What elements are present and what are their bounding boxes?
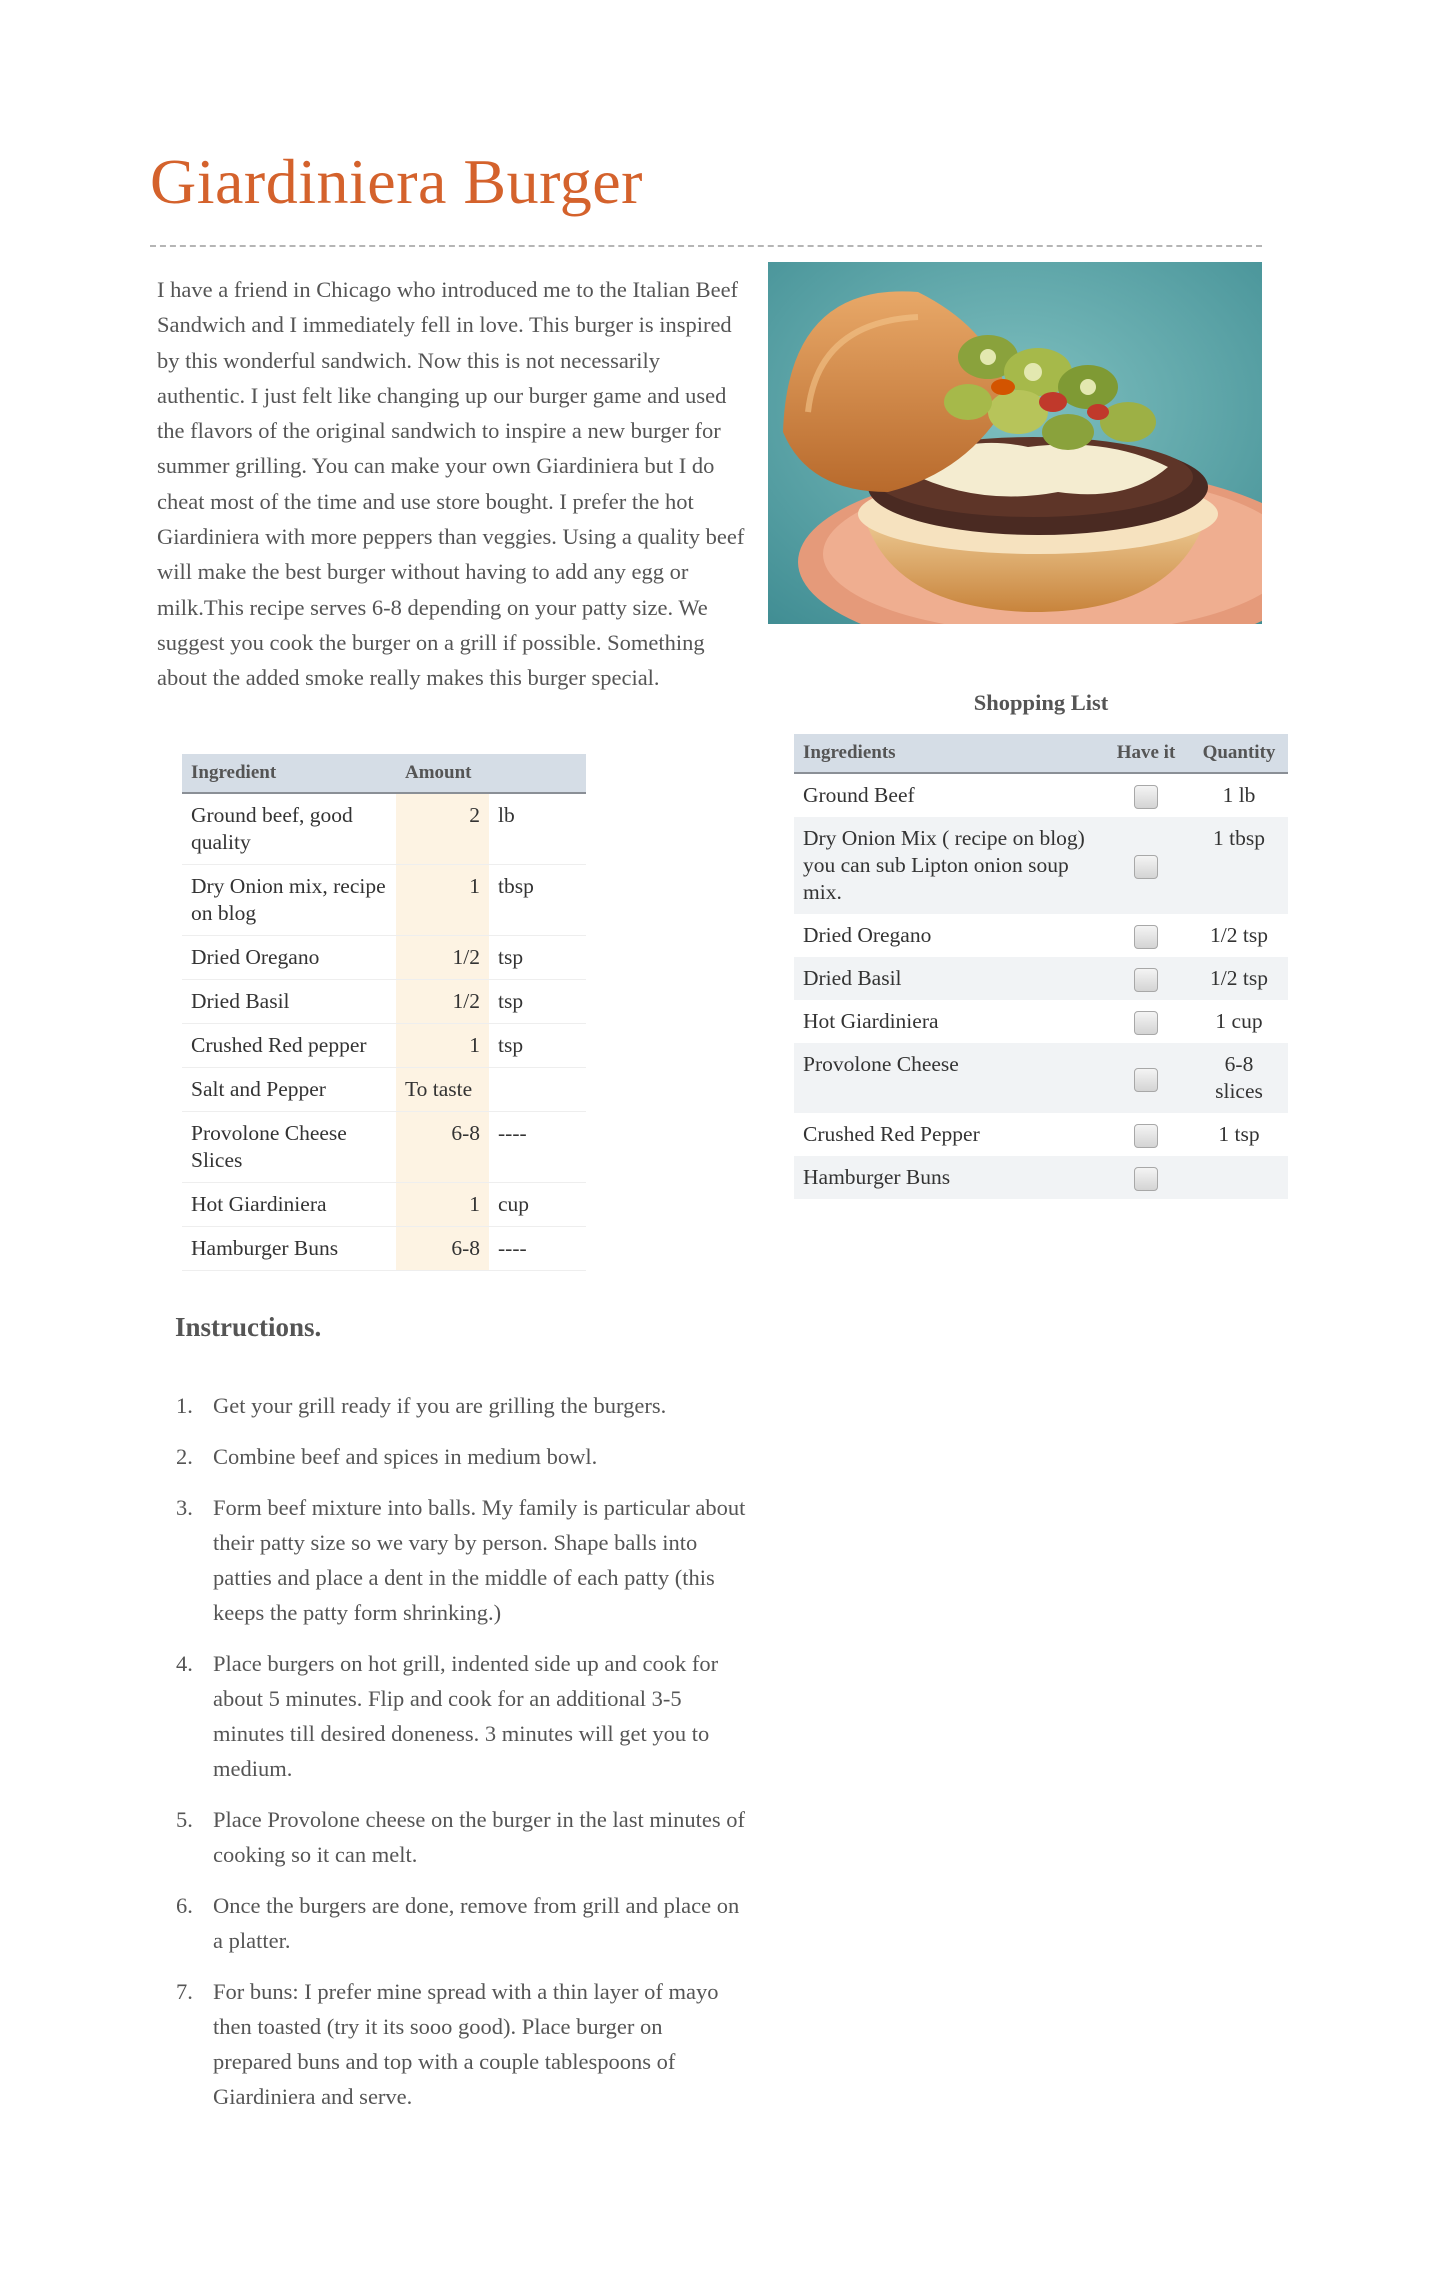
ingredient-name: Salt and Pepper xyxy=(182,1068,396,1112)
step-number: 5. xyxy=(176,1807,193,1832)
instruction-step xyxy=(176,1439,746,1474)
ingredient-unit: cup xyxy=(489,1183,586,1227)
shopping-list-title: Shopping List xyxy=(973,690,1109,715)
have-it-checkbox[interactable] xyxy=(1134,1011,1158,1035)
instruction-step xyxy=(176,1888,746,1958)
column-header-quantity: Quantity xyxy=(1190,734,1288,773)
table-row xyxy=(794,914,1288,957)
have-it-checkbox[interactable] xyxy=(1134,1167,1158,1191)
step-number: 1. xyxy=(176,1393,193,1418)
burger-photo xyxy=(768,262,1262,624)
ingredient-unit: lb xyxy=(489,793,586,865)
have-it-checkbox[interactable] xyxy=(1134,1124,1158,1148)
ingredient-name: Dried Oregano xyxy=(182,936,396,980)
step-text: Once the burgers are done, remove from grill and place on a platter. xyxy=(213,1893,740,1953)
column-header-have-it: Have it xyxy=(1102,734,1190,773)
step-number: 2. xyxy=(176,1444,193,1469)
step-text: Get your grill ready if you are grilling the burgers. xyxy=(213,1393,667,1418)
ingredient-amount: To taste xyxy=(396,1068,489,1112)
instruction-step xyxy=(176,1646,746,1786)
table-row xyxy=(182,1024,586,1068)
table-row xyxy=(182,1183,586,1227)
table-row xyxy=(182,936,586,980)
column-header-amount: Amount xyxy=(396,754,489,793)
step-text: For buns: I prefer mine spread with a thin layer of mayo then toasted (try it its sooo good). Place burger on prepared buns and top with a couple tablespoons of Giardiniera and serve. xyxy=(213,1979,719,2109)
ingredient-amount: 6-8 xyxy=(396,1227,489,1271)
step-text: Place burgers on hot grill, indented side up and cook for about 5 minutes. Flip and cook for an additional 3-5 minutes till desired doneness. 3 minutes will get you to medium. xyxy=(213,1651,719,1781)
have-it-checkbox[interactable] xyxy=(1134,925,1158,949)
step-number: 6. xyxy=(176,1893,193,1918)
table-row xyxy=(794,957,1288,1000)
table-row xyxy=(794,1113,1288,1156)
ingredient-name: Dried Basil xyxy=(182,980,396,1024)
shopping-item-quantity: 6-8 slices xyxy=(1190,1043,1288,1113)
instruction-step xyxy=(176,1802,746,1872)
ingredient-unit: ---- xyxy=(489,1227,586,1271)
have-it-checkbox[interactable] xyxy=(1134,1068,1158,1092)
ingredient-unit: ---- xyxy=(489,1112,586,1183)
instruction-step xyxy=(176,1490,746,1630)
title-divider xyxy=(150,245,1262,247)
shopping-item-quantity: 1 tsp xyxy=(1218,1122,1260,1147)
page-title: Giardiniera Burger xyxy=(150,146,643,217)
ingredient-name: Hamburger Buns xyxy=(182,1227,396,1271)
step-number: 3. xyxy=(176,1495,193,1520)
table-row xyxy=(182,865,586,936)
shopping-item-name: Dry Onion Mix ( recipe on blog) you can sub Lipton onion soup mix. xyxy=(794,817,1102,914)
step-text: Form beef mixture into balls. My family is particular about their patty size so we vary by person. Shape balls into patties and place a dent in the middle of each patty (this keeps the patty form shrinking.) xyxy=(213,1495,746,1625)
ingredient-unit: tbsp xyxy=(489,865,586,936)
column-header-ingredient: Ingredient xyxy=(182,754,396,793)
instructions-list xyxy=(176,1388,746,2130)
table-row xyxy=(794,817,1288,914)
shopping-item-quantity: 1 tbsp xyxy=(1190,817,1288,914)
instructions-heading: Instructions. xyxy=(175,1312,322,1342)
table-row xyxy=(182,1227,586,1271)
ingredient-amount: 1 xyxy=(396,1024,489,1068)
table-row xyxy=(794,773,1288,817)
ingredient-amount: 2 xyxy=(396,793,489,865)
shopping-item-name: Dried Oregano xyxy=(803,923,932,948)
ingredient-name: Crushed Red pepper xyxy=(182,1024,396,1068)
table-row xyxy=(182,1068,586,1112)
table-row xyxy=(182,1112,586,1183)
shopping-table-header xyxy=(794,734,1288,773)
ingredient-name: Hot Giardiniera xyxy=(182,1183,396,1227)
shopping-item-name: Crushed Red Pepper xyxy=(803,1122,980,1147)
step-text: Combine beef and spices in medium bowl. xyxy=(213,1444,598,1469)
have-it-checkbox[interactable] xyxy=(1134,968,1158,992)
step-text: Place Provolone cheese on the burger in the last minutes of cooking so it can melt. xyxy=(213,1807,745,1867)
shopping-item-quantity: 1 lb xyxy=(1222,783,1256,807)
ingredient-unit xyxy=(489,1068,586,1112)
table-row xyxy=(182,980,586,1024)
shopping-item-name: Dried Basil xyxy=(794,957,1102,1000)
shopping-item-quantity: 1/2 tsp xyxy=(1190,957,1288,1000)
ingredient-amount: 1 xyxy=(396,865,489,936)
have-it-checkbox[interactable] xyxy=(1134,855,1158,879)
intro-paragraph: I have a friend in Chicago who introduced me to the Italian Beef Sandwich and I immediately fell in love. This burger is inspired by this wonderful sandwich. Now this is not necessarily authentic. I just felt like changing up our burger game and used the flavors of the original sandwich to inspire a new burger for summer grilling. You can make your own Giardiniera but I do cheat most of the time and use store bought. I prefer the hot Giardiniera with more peppers than veggies. Using a quality beef will make the best burger without having to add any egg or milk.This recipe serves 6-8 depending on your patty size. We suggest you cook the burger on a grill if possible. Something about the added smoke really makes this burger special. xyxy=(157,277,745,691)
shopping-item-name: Ground Beef xyxy=(803,783,915,807)
ingredient-name: Dry Onion mix, recipe on blog xyxy=(182,865,396,936)
ingredient-unit: tsp xyxy=(489,1024,586,1068)
ingredient-amount: 1/2 xyxy=(396,980,489,1024)
shopping-list-table xyxy=(794,734,1288,1199)
ingredient-table-header xyxy=(182,754,586,793)
instruction-step xyxy=(176,1388,746,1423)
ingredient-name: Provolone Cheese Slices xyxy=(182,1112,396,1183)
shopping-item-name: Hot Giardiniera xyxy=(803,1009,939,1034)
ingredient-table xyxy=(182,754,586,1271)
instruction-step xyxy=(176,1974,746,2114)
ingredient-unit: tsp xyxy=(489,980,586,1024)
shopping-item-name: Provolone Cheese xyxy=(794,1043,1102,1113)
table-row xyxy=(794,1156,1288,1199)
table-row xyxy=(182,793,586,865)
ingredient-unit: tsp xyxy=(489,936,586,980)
ingredient-name: Ground beef, good quality xyxy=(182,793,396,865)
shopping-item-name: Hamburger Buns xyxy=(794,1156,1102,1199)
column-header-unit xyxy=(489,754,586,793)
step-number: 7. xyxy=(176,1979,193,2004)
step-number: 4. xyxy=(176,1651,193,1676)
shopping-item-quantity: 1/2 tsp xyxy=(1210,923,1268,948)
shopping-item-quantity xyxy=(1190,1156,1288,1199)
shopping-item-quantity: 1 cup xyxy=(1215,1009,1263,1034)
ingredient-amount: 6-8 xyxy=(396,1112,489,1183)
have-it-checkbox[interactable] xyxy=(1134,785,1158,809)
ingredient-amount: 1 xyxy=(396,1183,489,1227)
table-row xyxy=(794,1000,1288,1043)
column-header-ingredients: Ingredients xyxy=(794,734,1102,773)
ingredient-amount: 1/2 xyxy=(396,936,489,980)
table-row xyxy=(794,1043,1288,1113)
